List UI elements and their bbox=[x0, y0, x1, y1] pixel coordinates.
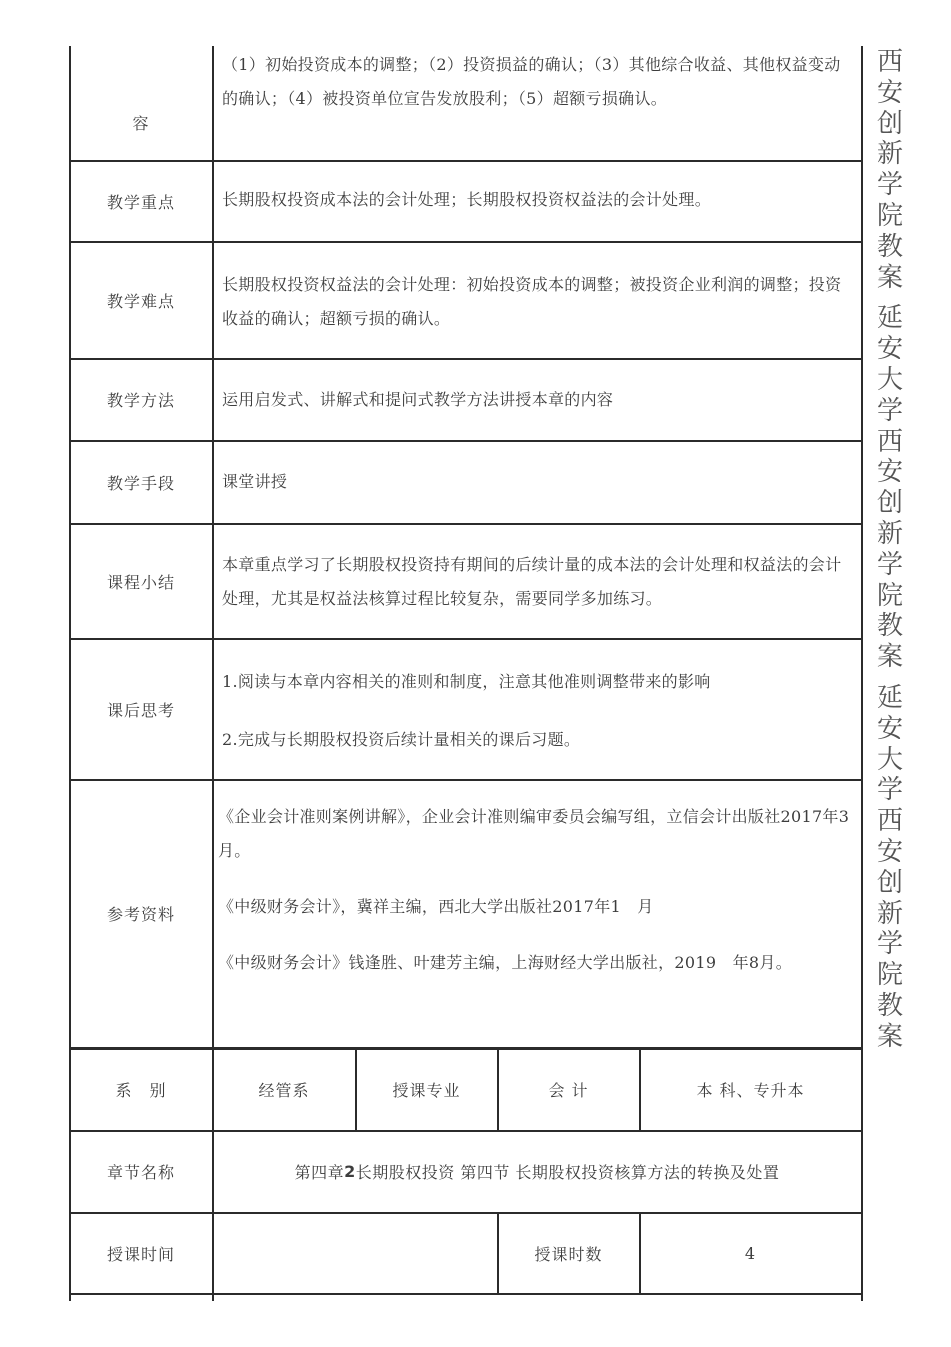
watermark-char: 教 bbox=[876, 611, 903, 642]
reflection-item: 2.完成与长期股权投资后续计量相关的课后习题。 bbox=[222, 730, 581, 749]
difficulties-text: 长期股权投资权益法的会计处理：初始投资成本的调整；被投资企业利润的调整；投资收益的确认；超额亏损的确认。 bbox=[222, 275, 842, 328]
watermark-char: 西 bbox=[876, 806, 903, 837]
reflection-label: 课后思考 bbox=[106, 700, 175, 720]
reflection-list bbox=[222, 665, 850, 757]
watermark-char: 创 bbox=[876, 488, 903, 519]
watermark-char: 案 bbox=[876, 262, 903, 293]
chapter-prefix: 第四章 bbox=[294, 1163, 345, 1182]
watermark-char: 案 bbox=[876, 642, 903, 673]
hours-label: 授课时数 bbox=[534, 1244, 603, 1264]
watermark-char: 西 bbox=[876, 426, 903, 457]
major-label: 授课专业 bbox=[392, 1081, 461, 1100]
watermark-char: 新 bbox=[876, 518, 903, 549]
summary-text: 本章重点学习了长期股权投资持有期间的后续计量的成本法的会计处理和权益法的会计处理，尤其是权益法核算过程比较复杂，需要同学多加练习。 bbox=[222, 555, 842, 608]
watermark-char: 创 bbox=[876, 108, 903, 139]
dept-value: 经管系 bbox=[258, 1081, 310, 1100]
watermark-char: 院 bbox=[876, 580, 903, 611]
watermark-char: 学 bbox=[876, 549, 903, 580]
key-points-label: 教学重点 bbox=[106, 192, 175, 212]
chapter-value bbox=[213, 1131, 861, 1212]
reference-item: 《中级财务会计》钱逢胜、叶建芳主编，上海财经大学出版社，2019 年8月。 bbox=[218, 953, 792, 972]
table-right-border bbox=[861, 46, 863, 1301]
reflection-item: 1.阅读与本章内容相关的准则和制度，注意其他准则调整带来的影响 bbox=[222, 672, 711, 691]
hours-value: 4 bbox=[744, 1243, 757, 1263]
level-value: 本 科、专升本 bbox=[696, 1081, 805, 1100]
content-label: 容 bbox=[132, 113, 150, 133]
watermark-char: 安 bbox=[876, 457, 903, 488]
reference-item: 《中级财务会计》，冀祥主编，西北大学出版社2017年1 月 bbox=[218, 897, 654, 916]
watermark-char: 安 bbox=[876, 713, 903, 744]
watermark-char: 新 bbox=[876, 139, 903, 170]
references-list bbox=[218, 800, 854, 980]
row-divider bbox=[69, 1293, 863, 1295]
reference-item: 《企业会计准则案例讲解》，企业会计准则编审委员会编写组，立信会计出版社2017年3月。 bbox=[218, 807, 850, 860]
watermark-char: 大 bbox=[876, 364, 903, 395]
means-label: 教学手段 bbox=[106, 473, 175, 493]
chapter-label: 章节名称 bbox=[106, 1163, 175, 1182]
watermark-char: 学 bbox=[876, 395, 903, 426]
watermark-char: 案 bbox=[876, 1021, 903, 1052]
watermark-char: 安 bbox=[876, 334, 903, 365]
watermark-char: 创 bbox=[876, 867, 903, 898]
watermark-char: 学 bbox=[876, 775, 903, 806]
chapter-number: 2 bbox=[344, 1162, 356, 1181]
side-watermark bbox=[873, 47, 907, 1053]
watermark-char: 延 bbox=[876, 303, 903, 334]
watermark-char: 安 bbox=[876, 77, 903, 108]
dept-label: 系 别 bbox=[115, 1081, 167, 1100]
watermark-char: 教 bbox=[876, 990, 903, 1021]
watermark-char: 院 bbox=[876, 200, 903, 231]
watermark-char: 院 bbox=[876, 960, 903, 991]
chapter-title: 长期股权投资 第四节 长期股权投资核算方法的转换及处置 bbox=[355, 1163, 780, 1182]
summary-label: 课程小结 bbox=[106, 572, 175, 592]
major-value: 会 计 bbox=[548, 1081, 589, 1100]
references-label: 参考资料 bbox=[106, 905, 175, 924]
watermark-char: 教 bbox=[876, 231, 903, 262]
time-label: 授课时间 bbox=[106, 1244, 175, 1264]
watermark-char: 学 bbox=[876, 929, 903, 960]
difficulties-label: 教学难点 bbox=[106, 291, 175, 311]
watermark-char: 安 bbox=[876, 836, 903, 867]
means-text: 课堂讲授 bbox=[222, 472, 288, 491]
watermark-char: 新 bbox=[876, 898, 903, 929]
watermark-char: 延 bbox=[876, 682, 903, 713]
methods-label: 教学方法 bbox=[106, 391, 175, 410]
watermark-char: 学 bbox=[876, 170, 903, 201]
watermark-char: 西 bbox=[876, 47, 903, 77]
content-text: （1）初始投资成本的调整；（2）投资损益的确认；（3）其他综合收益、其他权益变动的确认；（4）被投资单位宣告发放股利；（5）超额亏损确认。 bbox=[222, 55, 841, 108]
time-value bbox=[213, 1213, 497, 1293]
methods-text: 运用启发式、讲解式和提问式教学方法讲授本章的内容 bbox=[222, 390, 614, 409]
watermark-char: 大 bbox=[876, 744, 903, 775]
key-points-text: 长期股权投资成本法的会计处理；长期股权投资权益法的会计处理。 bbox=[222, 190, 712, 209]
